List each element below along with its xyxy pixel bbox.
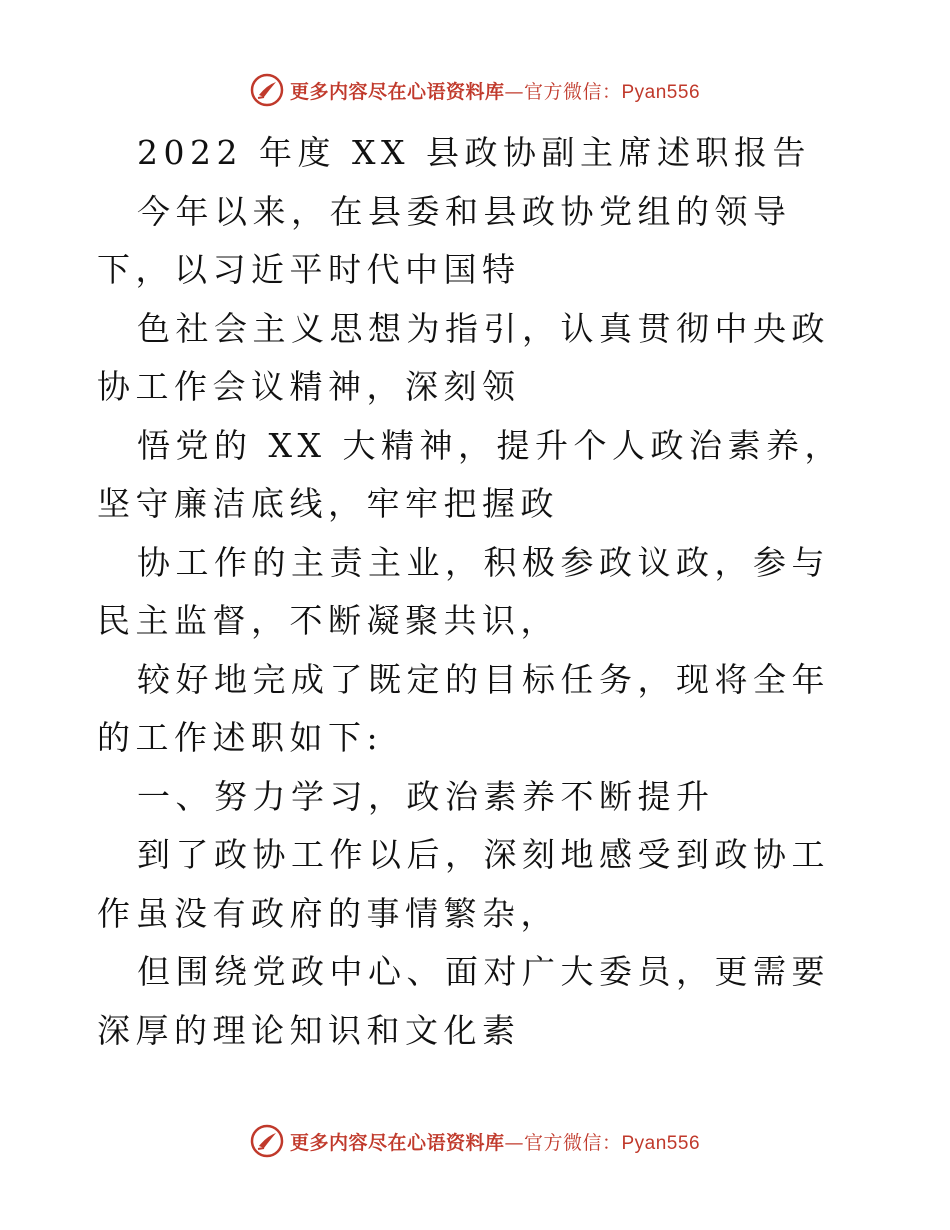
- header-watermark: [0, 70, 950, 110]
- watermark-site: 更多内容尽在心语资料库: [289, 1131, 505, 1154]
- watermark-account: 官方微信：Pyan556: [524, 1132, 701, 1154]
- document-title: 2022 年度 XX 县政协副主席述职报告: [137, 133, 811, 172]
- paragraph: 色社会主义思想为指引，认真贯彻中央政协工作会议精神，深刻领: [97, 308, 830, 406]
- footer-watermark: [0, 1121, 950, 1161]
- watermark-separator: —: [504, 80, 524, 103]
- book-quill-logo-icon: [250, 1124, 284, 1158]
- paragraph: 协工作的主责主业，积极参政议政，参与民主监督，不断凝聚共识，: [97, 542, 830, 640]
- watermark-account: 官方微信：Pyan556: [524, 81, 701, 103]
- watermark-separator: —: [504, 1131, 524, 1154]
- section-heading: 一、努力学习，政治素养不断提升: [137, 776, 715, 816]
- paragraph: 但围绕党政中心、面对广大委员，更需要深厚的理论知识和文化素: [97, 952, 830, 1050]
- paragraph: 到了政协工作以后，深刻地感受到政协工作虽没有政府的事情繁杂，: [97, 835, 830, 933]
- book-quill-logo-icon: [250, 73, 284, 107]
- watermark-text: [290, 1128, 700, 1155]
- paragraph: 较好地完成了既定的目标任务，现将全年的工作述职如下:: [97, 659, 830, 757]
- document-body: [97, 124, 857, 1060]
- watermark-text: [290, 77, 700, 104]
- watermark-site: 更多内容尽在心语资料库: [289, 80, 505, 103]
- paragraph: 悟党的 XX 大精神，提升个人政治素养，坚守廉洁底线，牢牢把握政: [97, 425, 843, 523]
- paragraph: 今年以来，在县委和县政协党组的领导下，以习近平时代中国特: [97, 191, 792, 289]
